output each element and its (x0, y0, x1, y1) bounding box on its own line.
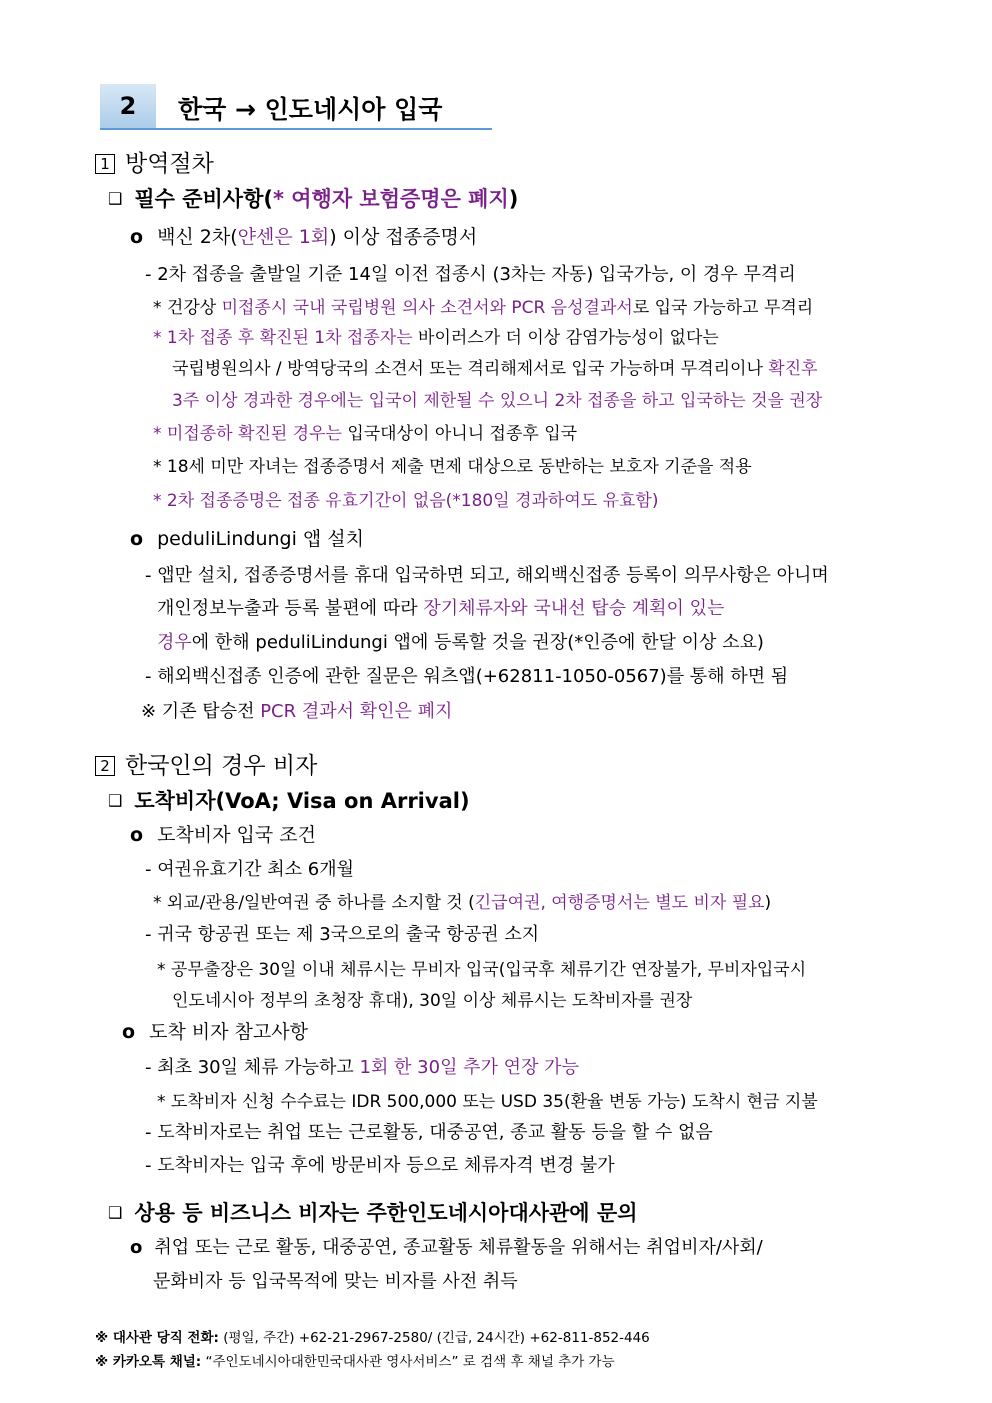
app-line2-highlight: 장기체류자와 국내선 탑승 계획이 있는 (423, 598, 725, 619)
vaccine-line1: - 2차 접종을 출발일 기준 14일 이전 접종시 (3차는 자동) 입국가능, 이 경우 무격리 (145, 264, 796, 285)
app-line4: - 해외백신접종 인증에 관한 질문은 워츠앱(+62811-1050-0567)를 통해 하면 됨 (145, 666, 789, 687)
footer-kakao-label: ※ 카카오톡 채널: (95, 1354, 202, 1370)
vaccine-post: ) 이상 접종증명서 (329, 226, 478, 248)
voa-ref-item (122, 1017, 308, 1044)
voa-cond2: - 귀국 항공권 또는 제 3국으로의 출국 항공권 소지 (145, 924, 540, 945)
part2-heading (95, 747, 317, 780)
app-line1: - 앱만 설치, 접종증명서를 휴대 입국하면 되고, 해외백신접종 등록이 의무사항은 아니며 (145, 565, 829, 586)
footer-phone (95, 1326, 650, 1346)
section-number: 2 (119, 92, 137, 120)
note2-post: 바이러스가 더 이상 감염가능성이 없다는 (412, 328, 719, 348)
voa-ref-title: 도착 비자 참고사항 (149, 1021, 308, 1043)
footer-kakao (95, 1350, 615, 1370)
business-line1-text: 취업 또는 근로 활동, 대중공연, 종교활동 체류활동을 위해서는 취업비자/사회/ (154, 1237, 763, 1258)
vaccine-note3 (153, 419, 577, 444)
cond1-note-pre: * 외교/관용/일반여권 중 하나를 소지할 것 ( (153, 893, 475, 913)
app-line2 (157, 594, 724, 620)
footer-phone-text: (평일, 주간) +62-21-2967-2580/ (긴급, 24시간) +62-811-852-446 (218, 1330, 650, 1346)
note1-post: 로 입국 가능하고 무격리 (632, 298, 814, 318)
part1-heading (95, 145, 214, 178)
vaccine-note2-line3: 3주 이상 경과한 경우에는 입국이 제한될 수 있으니 2차 접종을 하고 입국하는 것을 권장 (172, 391, 823, 411)
pcr-highlight: PCR 결과서 확인은 폐지 (260, 701, 453, 722)
square-bullet-icon: ❑ (108, 1203, 123, 1222)
cond1-note-post: ) (764, 893, 772, 913)
app-line3-post: 에 한해 peduliLindungi 앱에 등록할 것을 권장(*인증에 한달 이상 소요) (191, 632, 764, 653)
voa-heading (108, 785, 470, 815)
note3-post: 입국대상이 아니니 접종후 입국 (341, 424, 578, 444)
section-title: 한국 → 인도네시아 입국 (178, 95, 443, 124)
section-number-box (100, 84, 156, 130)
circle-bullet-icon: o (130, 824, 144, 846)
square-bullet-icon: ❑ (108, 189, 123, 208)
vaccine-note5: * 2차 접종증명은 접종 유효기간이 없음(*180일 경과하여도 유효함) (153, 491, 659, 511)
note2-l2-pre: 국립병원의사 / 방역당국의 소견서 또는 격리해제서로 입국 가능하며 무격리이나 (172, 359, 769, 379)
voa-cond1: - 여권유효기간 최소 6개월 (145, 859, 354, 880)
voa-cond2-note1: * 공무출장은 30일 이내 체류시는 무비자 입국(입국후 체류기간 연장불가, 무비자입국시 (157, 960, 807, 980)
part2-title: 한국인의 경우 비자 (125, 753, 318, 779)
voa-cond-title: 도착비자 입국 조건 (157, 824, 316, 846)
business-line1 (130, 1233, 763, 1259)
voa-cond2-note2: 인도네시아 정부의 초청장 휴대), 30일 이상 체류시는 도착비자를 권장 (172, 991, 693, 1011)
required-close: ) (508, 187, 519, 211)
ref1-pre: - 최초 30일 체류 가능하고 (145, 1057, 360, 1078)
part2-number: 2 (95, 756, 115, 776)
app-line2-pre: 개인정보누출과 등록 불편에 따라 (157, 598, 424, 619)
vaccine-note2 (153, 323, 719, 348)
part1-title: 방역절차 (125, 151, 214, 177)
vaccine-item (130, 222, 477, 249)
note2-l2-highlight: 확진후 (768, 359, 818, 379)
voa-ref1-note: * 도착비자 신청 수수료는 IDR 500,000 또는 USD 35(환율 변동 가능) 도착시 현금 지불 (157, 1092, 818, 1112)
vaccine-highlight: 얀센은 1회 (237, 226, 330, 248)
voa-cond-item (130, 820, 316, 847)
business-line2: 문화비자 등 입국목적에 맞는 비자를 사전 취득 (153, 1271, 518, 1292)
footer-kakao-text: “주인도네시아대한민국대사관 영사서비스” 로 검색 후 채널 추가 가능 (201, 1354, 615, 1370)
cond1-note-highlight: 긴급여권, 여행증명서는 별도 비자 필요 (474, 893, 765, 913)
business-heading (108, 1197, 637, 1227)
circle-bullet-icon: o (130, 226, 144, 248)
required-heading (108, 183, 518, 213)
vaccine-note2-line2 (172, 354, 818, 379)
voa-ref2: - 도착비자로는 취업 또는 근로활동, 대중공연, 종교 활동 등을 할 수 없음 (145, 1122, 713, 1143)
circle-bullet-icon: o (122, 1021, 136, 1043)
app-item (130, 524, 364, 551)
square-bullet-icon: ❑ (108, 791, 123, 810)
part1-number: 1 (95, 154, 115, 174)
business-title: 상용 등 비즈니스 비자는 주한인도네시아대사관에 문의 (134, 1201, 638, 1225)
app-line3-highlight: 경우 (157, 632, 192, 653)
note2-highlight: * 1차 접종 후 확진된 1차 접종자는 (153, 328, 413, 348)
app-title: peduliLindungi 앱 설치 (157, 528, 365, 550)
circle-bullet-icon: o (130, 1237, 143, 1258)
voa-cond1-note (153, 888, 771, 913)
ref1-highlight: 1회 한 30일 추가 연장 가능 (359, 1057, 579, 1078)
voa-ref1 (145, 1053, 579, 1079)
pcr-note (141, 697, 452, 723)
footer-phone-label: ※ 대사관 당직 전화: (95, 1330, 219, 1346)
vaccine-note4: * 18세 미만 자녀는 접종증명서 제출 면제 대상으로 동반하는 보호자 기준을 적용 (153, 457, 752, 477)
pcr-pre: ※ 기존 탑승전 (141, 701, 261, 722)
section-underline (100, 128, 492, 130)
vaccine-note1 (153, 293, 813, 318)
circle-bullet-icon: o (130, 528, 144, 550)
voa-ref3: - 도착비자는 입국 후에 방문비자 등으로 체류자격 변경 불가 (145, 1155, 615, 1176)
voa-title: 도착비자(VoA; Visa on Arrival) (134, 789, 470, 813)
note1-pre: * 건강상 (153, 298, 222, 318)
app-line3 (157, 628, 764, 654)
required-text: 필수 준비사항( (134, 187, 273, 211)
required-highlight: * 여행자 보험증명은 폐지 (272, 187, 509, 211)
note3-highlight: * 미접종하 확진된 경우는 (153, 424, 342, 444)
vaccine-pre: 백신 2차( (157, 226, 238, 248)
note1-highlight: 미접종시 국내 국립병원 의사 소견서와 PCR 음성결과서 (221, 298, 633, 318)
